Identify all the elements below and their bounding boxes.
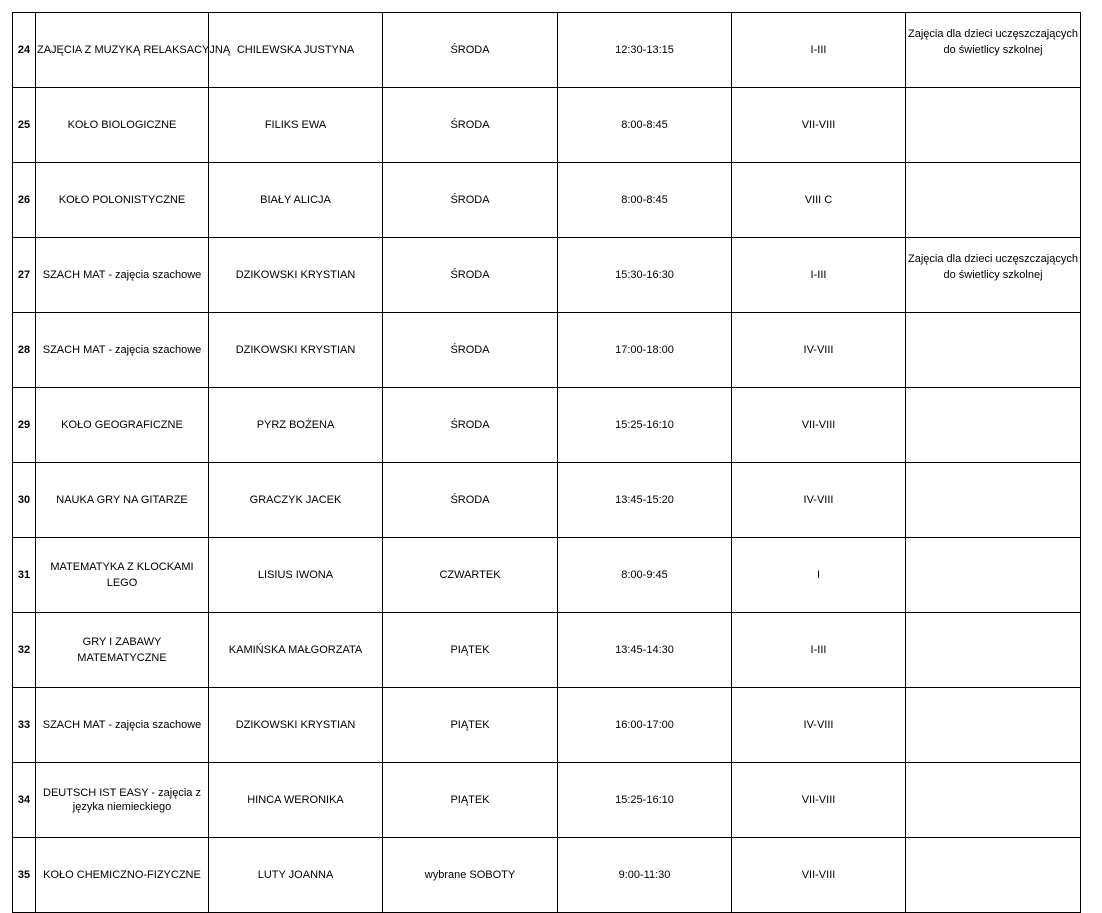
notes — [906, 163, 1081, 238]
row-number: 31 — [13, 538, 36, 613]
time-slot: 15:25-16:10 — [558, 763, 732, 838]
row-number: 28 — [13, 313, 36, 388]
table-row — [13, 838, 1081, 913]
teacher-name: KAMIŃSKA MAŁGORZATA — [209, 613, 383, 688]
time-slot: 15:30-16:30 — [558, 238, 732, 313]
table-row — [13, 613, 1081, 688]
day: PIĄTEK — [383, 688, 558, 763]
time-slot: 8:00-8:45 — [558, 163, 732, 238]
time-slot: 15:25-16:10 — [558, 388, 732, 463]
grades: VII-VIII — [732, 763, 906, 838]
grades: I-III — [732, 13, 906, 88]
table-row — [13, 13, 1081, 88]
grades: VII-VIII — [732, 838, 906, 913]
teacher-name: DZIKOWSKI KRYSTIAN — [209, 238, 383, 313]
day: CZWARTEK — [383, 538, 558, 613]
row-number: 24 — [13, 13, 36, 88]
activity-name: SZACH MAT - zajęcia szachowe — [36, 688, 209, 763]
table-row — [13, 688, 1081, 763]
time-slot: 9:00-11:30 — [558, 838, 732, 913]
notes — [906, 838, 1081, 913]
table-row — [13, 763, 1081, 838]
grades: I-III — [732, 613, 906, 688]
teacher-name: LISIUS IWONA — [209, 538, 383, 613]
notes — [906, 613, 1081, 688]
grades: I-III — [732, 238, 906, 313]
table-row — [13, 88, 1081, 163]
teacher-name: BIAŁY ALICJA — [209, 163, 383, 238]
grades: VII-VIII — [732, 88, 906, 163]
notes — [906, 88, 1081, 163]
table-row — [13, 538, 1081, 613]
day: ŚRODA — [383, 388, 558, 463]
row-number: 25 — [13, 88, 36, 163]
notes — [906, 388, 1081, 463]
grades: IV-VIII — [732, 313, 906, 388]
row-number: 34 — [13, 763, 36, 838]
row-number: 33 — [13, 688, 36, 763]
time-slot: 17:00-18:00 — [558, 313, 732, 388]
day: wybrane SOBOTY — [383, 838, 558, 913]
activity-name: KOŁO GEOGRAFICZNE — [36, 388, 209, 463]
day: ŚRODA — [383, 163, 558, 238]
table-row — [13, 388, 1081, 463]
grades: VII-VIII — [732, 388, 906, 463]
activity-name: GRY I ZABAWY MATEMATYCZNE — [36, 613, 209, 688]
day: ŚRODA — [383, 313, 558, 388]
teacher-name: PYRZ BOŻENA — [209, 388, 383, 463]
activity-name: KOŁO POLONISTYCZNE — [36, 163, 209, 238]
table-row — [13, 238, 1081, 313]
row-number: 32 — [13, 613, 36, 688]
activity-name: MATEMATYKA Z KLOCKAMI LEGO — [36, 538, 209, 613]
row-number: 29 — [13, 388, 36, 463]
notes — [906, 538, 1081, 613]
notes: Zajęcia dla dzieci uczęszczających do świetlicy szkolnej — [906, 238, 1081, 313]
teacher-name: DZIKOWSKI KRYSTIAN — [209, 688, 383, 763]
row-number: 27 — [13, 238, 36, 313]
day: ŚRODA — [383, 13, 558, 88]
row-number: 30 — [13, 463, 36, 538]
time-slot: 16:00-17:00 — [558, 688, 732, 763]
grades: VIII C — [732, 163, 906, 238]
notes — [906, 463, 1081, 538]
grades: IV-VIII — [732, 463, 906, 538]
teacher-name: FILIKS EWA — [209, 88, 383, 163]
teacher-name: LUTY JOANNA — [209, 838, 383, 913]
teacher-name: GRACZYK JACEK — [209, 463, 383, 538]
time-slot: 8:00-8:45 — [558, 88, 732, 163]
row-number: 35 — [13, 838, 36, 913]
activity-name: KOŁO BIOLOGICZNE — [36, 88, 209, 163]
activity-name: ZAJĘCIA Z MUZYKĄ RELAKSACYJNĄ — [36, 13, 209, 88]
row-number: 26 — [13, 163, 36, 238]
day: PIĄTEK — [383, 763, 558, 838]
teacher-name: DZIKOWSKI KRYSTIAN — [209, 313, 383, 388]
table-row — [13, 163, 1081, 238]
time-slot: 13:45-14:30 — [558, 613, 732, 688]
schedule-table — [12, 12, 1081, 913]
activity-name: NAUKA GRY NA GITARZE — [36, 463, 209, 538]
activity-name: SZACH MAT - zajęcia szachowe — [36, 238, 209, 313]
teacher-name: HINCA WERONIKA — [209, 763, 383, 838]
time-slot: 8:00-9:45 — [558, 538, 732, 613]
day: PIĄTEK — [383, 613, 558, 688]
time-slot: 13:45-15:20 — [558, 463, 732, 538]
grades: IV-VIII — [732, 688, 906, 763]
activity-name: SZACH MAT - zajęcia szachowe — [36, 313, 209, 388]
teacher-name: CHILEWSKA JUSTYNA — [209, 13, 383, 88]
activity-name: KOŁO CHEMICZNO-FIZYCZNE — [36, 838, 209, 913]
notes — [906, 763, 1081, 838]
day: ŚRODA — [383, 88, 558, 163]
notes — [906, 688, 1081, 763]
activity-name: DEUTSCH IST EASY - zajęcia z języka niemieckiego — [36, 763, 209, 838]
grades: I — [732, 538, 906, 613]
time-slot: 12:30-13:15 — [558, 13, 732, 88]
notes: Zajęcia dla dzieci uczęszczających do świetlicy szkolnej — [906, 13, 1081, 88]
day: ŚRODA — [383, 238, 558, 313]
notes — [906, 313, 1081, 388]
day: ŚRODA — [383, 463, 558, 538]
table-row — [13, 313, 1081, 388]
table-row — [13, 463, 1081, 538]
